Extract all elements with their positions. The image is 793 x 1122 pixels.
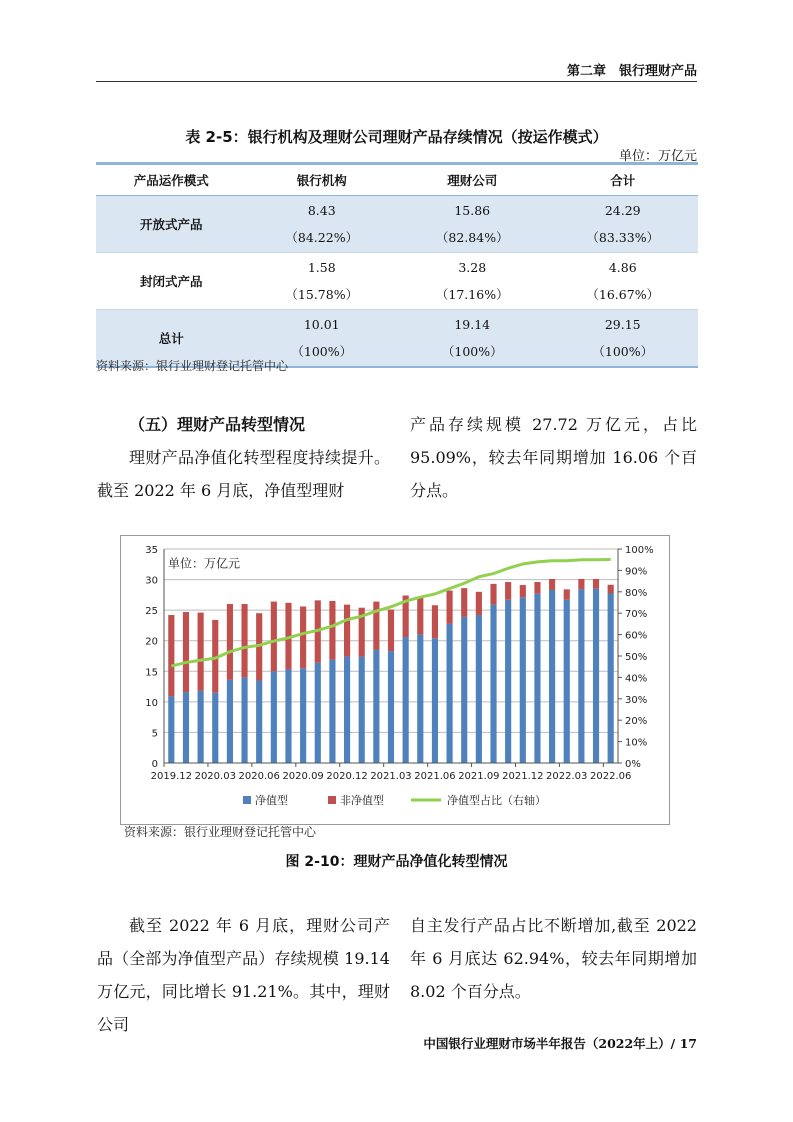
cell-percent: （100%） xyxy=(291,344,353,359)
left-column-text xyxy=(97,408,390,507)
bar-non-net-value xyxy=(271,602,277,672)
x-tick-label: 2022.06 xyxy=(589,771,632,782)
figure-source: 资料来源：银行业理财登记托管中心 xyxy=(124,825,317,839)
y2-tick-label: 0% xyxy=(625,759,641,770)
bar-non-net-value xyxy=(227,604,233,680)
cell-percent: （15.78%） xyxy=(285,287,359,302)
bar-net-value xyxy=(388,651,394,763)
bar-non-net-value xyxy=(373,602,379,650)
y2-tick-label: 20% xyxy=(625,716,648,728)
cell-value: 1.58 xyxy=(307,260,336,275)
cell-percent: （16.67%） xyxy=(586,287,660,302)
y-tick-label: 5 xyxy=(151,728,158,740)
cell-value: 10.01 xyxy=(303,317,340,332)
cell-value: 19.14 xyxy=(454,317,491,332)
y-tick-label: 0 xyxy=(151,759,158,770)
y-tick-label: 25 xyxy=(145,606,158,618)
y2-tick-label: 30% xyxy=(625,694,648,706)
y-tick-label: 20 xyxy=(145,636,158,648)
bar-non-net-value xyxy=(461,588,467,617)
table-row xyxy=(96,253,698,310)
bar-net-value xyxy=(490,605,496,763)
cell-value: 3.28 xyxy=(458,260,487,275)
x-tick-label: 2020.12 xyxy=(326,771,368,782)
bar-non-net-value xyxy=(241,604,247,677)
paragraph: 自主发行产品占比不断增加,截至 2022 年 6 月底达 62.94%，较去年同期增加 8.02 个百分点。 xyxy=(410,916,697,1001)
y2-tick-label: 40% xyxy=(625,673,648,685)
paragraph: 截至 2022 年 6 月底，理财公司产品（全部为净值型产品）存续规模 19.14 万亿元，同比增长 91.21%。其中，理财公司 xyxy=(97,916,390,1034)
bar-non-net-value xyxy=(578,579,584,589)
cell-value: 24.29 xyxy=(604,203,641,218)
bar-net-value xyxy=(256,680,262,763)
section-heading: （五）理财产品转型情况 xyxy=(129,415,306,434)
page-footer: 中国银行业理财市场半年报告（2022年上）/ 17 xyxy=(423,1036,697,1051)
bar-net-value xyxy=(168,696,174,763)
cell-value: 4.86 xyxy=(608,260,637,275)
cell-value: 8.43 xyxy=(307,203,336,218)
bar-net-value xyxy=(461,617,467,763)
bar-net-value xyxy=(417,635,423,763)
bar-net-value xyxy=(520,597,526,763)
row-label: 开放式产品 xyxy=(96,196,247,253)
cell-percent: （17.16%） xyxy=(435,287,509,302)
y2-tick-label: 90% xyxy=(625,566,648,578)
table-source: 资料来源：银行业理财登记托管中心 xyxy=(96,359,289,373)
cell-percent: （100%） xyxy=(592,344,654,359)
x-tick-label: 2022.03 xyxy=(546,771,588,782)
table-title: 表 2-5：银行机构及理财公司理财产品存续情况（按运作模式） xyxy=(185,128,608,146)
bar-non-net-value xyxy=(198,613,204,691)
bar-net-value xyxy=(403,637,409,763)
unit-label: 单位：万亿元 xyxy=(168,556,241,571)
bar-net-value xyxy=(329,660,335,763)
column-header: 理财公司 xyxy=(397,164,548,196)
bar-non-net-value xyxy=(549,579,555,590)
table-unit: 单位：万亿元 xyxy=(618,149,697,164)
bar-non-net-value xyxy=(329,601,335,660)
y2-tick-label: 50% xyxy=(625,652,648,663)
cell-value: 29.15 xyxy=(604,317,641,332)
cell-percent: （83.33%） xyxy=(586,230,660,245)
bar-non-net-value xyxy=(447,591,453,624)
legend-label: 净值型占比（右轴） xyxy=(447,794,546,807)
row-label: 封闭式产品 xyxy=(96,253,247,310)
chart xyxy=(121,536,669,824)
y-tick-label: 35 xyxy=(145,545,158,556)
x-tick-label: 2021.09 xyxy=(458,771,500,782)
x-tick-label: 2021.06 xyxy=(414,771,456,782)
bar-net-value xyxy=(359,657,365,763)
column-header: 产品运作模式 xyxy=(96,164,247,196)
column-header: 银行机构 xyxy=(247,164,398,196)
bar-non-net-value xyxy=(168,615,174,696)
y2-tick-label: 60% xyxy=(625,630,648,642)
y2-tick-label: 100% xyxy=(625,545,654,556)
y2-tick-label: 70% xyxy=(625,609,648,621)
y-tick-label: 30 xyxy=(145,575,158,587)
bar-non-net-value xyxy=(417,597,423,635)
bar-net-value xyxy=(432,638,438,763)
bar-non-net-value xyxy=(505,582,511,600)
bar-net-value xyxy=(549,590,555,763)
bar-net-value xyxy=(447,624,453,763)
bar-net-value xyxy=(241,677,247,763)
bar-non-net-value xyxy=(534,582,540,594)
header-divider xyxy=(96,81,697,82)
bar-net-value xyxy=(183,692,189,763)
legend-swatch-non-net-value xyxy=(328,796,336,804)
x-tick-label: 2021.12 xyxy=(502,771,544,782)
x-tick-label: 2020.06 xyxy=(238,771,280,782)
cell-percent: （82.84%） xyxy=(435,230,509,245)
data-table xyxy=(96,162,698,368)
bar-net-value xyxy=(315,663,321,763)
x-tick-label: 2019.12 xyxy=(150,771,193,782)
bar-net-value xyxy=(608,594,614,763)
row-label: 总计 xyxy=(96,310,247,368)
bar-net-value xyxy=(534,594,540,763)
bar-net-value xyxy=(476,615,482,763)
bar-net-value xyxy=(578,589,584,763)
chapter-header: 第二章 银行理财产品 xyxy=(566,64,697,79)
bar-non-net-value xyxy=(344,605,350,657)
bar-non-net-value xyxy=(476,592,482,615)
bar-net-value xyxy=(285,669,291,763)
bar-net-value xyxy=(505,600,511,763)
legend-label: 非净值型 xyxy=(340,794,384,807)
bar-non-net-value xyxy=(593,579,599,589)
cell-percent: （84.22%） xyxy=(285,230,359,245)
y-tick-label: 10 xyxy=(145,697,158,709)
x-tick-label: 2021.03 xyxy=(370,771,412,782)
bar-net-value xyxy=(300,668,306,763)
bar-non-net-value xyxy=(388,610,394,652)
bar-non-net-value xyxy=(432,605,438,638)
bar-net-value xyxy=(198,691,204,763)
bar-net-value xyxy=(593,589,599,763)
bar-non-net-value xyxy=(183,612,189,692)
bar-non-net-value xyxy=(520,585,526,597)
bar-net-value xyxy=(373,650,379,763)
column-header: 合计 xyxy=(548,164,699,196)
paragraph: 理财产品净值化转型程度持续提升。截至 2022 年 6 月底，净值型理财 xyxy=(97,448,390,500)
bar-non-net-value xyxy=(490,584,496,605)
table-row xyxy=(96,196,698,253)
y-tick-label: 15 xyxy=(145,667,158,679)
legend-label: 净值型 xyxy=(255,794,288,807)
bar-net-value xyxy=(271,671,277,763)
x-tick-label: 2020.09 xyxy=(282,771,324,782)
bar-net-value xyxy=(564,600,570,763)
y2-tick-label: 10% xyxy=(625,737,648,749)
y2-tick-label: 80% xyxy=(625,587,648,599)
bar-net-value xyxy=(227,680,233,763)
bar-non-net-value xyxy=(608,585,614,594)
cell-percent: （100%） xyxy=(441,344,503,359)
x-tick-label: 2020.03 xyxy=(194,771,236,782)
chart-frame xyxy=(120,535,670,825)
bar-non-net-value xyxy=(564,589,570,599)
figure-caption: 图 2-10：理财产品净值化转型情况 xyxy=(285,854,508,870)
bar-non-net-value xyxy=(300,606,306,668)
bar-net-value xyxy=(344,657,350,763)
legend-swatch-net-value xyxy=(243,796,251,804)
paragraph: 产品存续规模 27.72 万亿元，占比 95.09%，较去年同期增加 16.06 个百分点。 xyxy=(410,415,697,500)
bar-net-value xyxy=(212,693,218,763)
cell-value: 15.86 xyxy=(454,203,491,218)
